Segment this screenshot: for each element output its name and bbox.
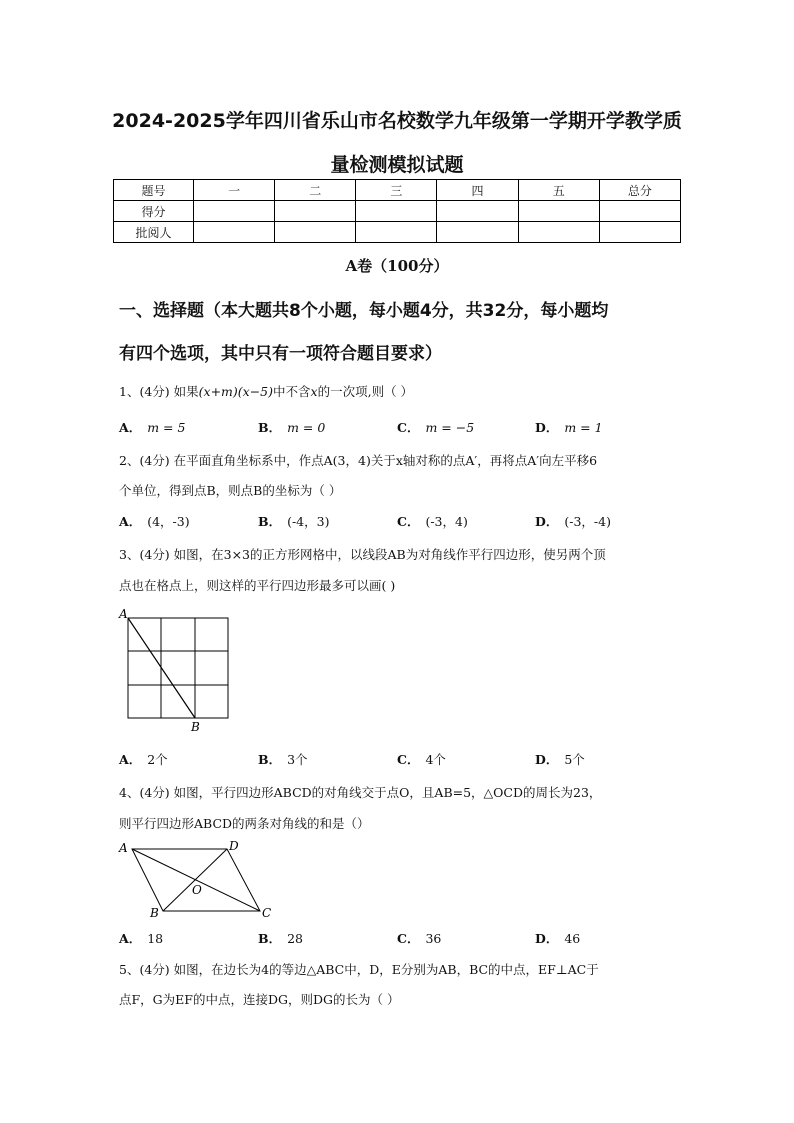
- option-label: D．: [535, 931, 559, 946]
- question-4-line2: 则平行四边形ABCD的两条对角线的和是（）: [119, 816, 370, 831]
- option-label: A．: [119, 931, 142, 946]
- section-a-heading: A卷（100分）: [345, 257, 449, 275]
- point-a-label: A: [119, 841, 128, 855]
- option-label: C．: [397, 420, 420, 435]
- grid-border: [128, 618, 228, 718]
- score-header-cell: 五: [518, 180, 599, 201]
- option-text: (4，-3): [147, 514, 190, 529]
- score-cell: [518, 222, 599, 243]
- exam-title-line2: 量检测模拟试题: [330, 154, 464, 176]
- option-text: (-4，3): [287, 514, 330, 529]
- diagonal-ac: [132, 849, 260, 911]
- score-header-cell: 一: [194, 180, 275, 201]
- question-4-option-d: [535, 929, 580, 947]
- score-table-row: [114, 201, 681, 222]
- score-cell: [275, 201, 356, 222]
- option-text: m = −5: [425, 420, 475, 435]
- option-text: 3个: [287, 752, 308, 767]
- option-text: 36: [425, 931, 442, 946]
- question-2-line1: 2、(4分) 在平面直角坐标系中，作点A(3，4)关于x轴对称的点A′，再将点A′向左平移6: [119, 453, 598, 468]
- score-header-cell: 三: [356, 180, 437, 201]
- diagonal-bd: [163, 849, 227, 911]
- question-4-line1: 4、(4分) 如图，平行四边形ABCD的对角线交于点O，且AB=5，△OCD的周长为23，: [119, 785, 602, 800]
- part1-heading-line2: 有四个选项，其中只有一项符合题目要求）: [119, 344, 442, 364]
- option-text: (-3，-4): [564, 514, 611, 529]
- score-table-header-row: [114, 180, 681, 201]
- option-label: C．: [397, 752, 420, 767]
- option-text: m = 5: [147, 420, 186, 435]
- score-cell: [599, 222, 680, 243]
- question-2-option-a: [119, 512, 190, 530]
- point-c-label: C: [262, 906, 272, 920]
- option-text: 4个: [425, 752, 446, 767]
- question-3-line2: 点也在格点上，则这样的平行四边形最多可以画( ): [119, 578, 396, 593]
- question-1-option-c: [397, 418, 474, 436]
- option-text: 18: [147, 931, 164, 946]
- exam-title-line1: 2024-2025学年四川省乐山市名校数学九年级第一学期开学教学质: [112, 110, 682, 132]
- question-1-option-a: [119, 418, 185, 436]
- score-table: [113, 179, 681, 243]
- question-2-option-b: [258, 512, 329, 530]
- option-label: C．: [397, 931, 420, 946]
- question-3-line1: 3、(4分) 如图，在3×3的正方形网格中，以线段AB为对角线作平行四边形，使另两个顶: [119, 547, 606, 562]
- option-text: 5个: [564, 752, 585, 767]
- score-header-cell: 总分: [599, 180, 680, 201]
- question-3-option-a: [119, 750, 168, 768]
- option-text: m = 1: [564, 420, 603, 435]
- grid-figure: [115, 604, 240, 734]
- point-o-label: O: [192, 883, 202, 897]
- score-cell: [194, 222, 275, 243]
- point-d-label: D: [229, 839, 239, 853]
- parallelogram-figure: [115, 836, 280, 922]
- point-b-label: B: [150, 906, 159, 920]
- option-label: B．: [258, 514, 282, 529]
- score-cell: [437, 222, 518, 243]
- question-1-option-d: [535, 418, 603, 436]
- question-4-option-b: [258, 929, 303, 947]
- option-label: B．: [258, 752, 282, 767]
- score-row-label: 得分: [114, 201, 194, 222]
- option-label: B．: [258, 931, 282, 946]
- question-1-prefix: 1、(4分) 如果: [119, 384, 199, 399]
- option-label: A．: [119, 420, 142, 435]
- question-5-line2: 点F，G为EF的中点，连接DG，则DG的长为（ ）: [119, 992, 400, 1007]
- question-1-suffix: 的一次项,则（ ）: [317, 384, 414, 399]
- option-label: A．: [119, 514, 142, 529]
- score-cell: [356, 201, 437, 222]
- question-4-option-c: [397, 929, 441, 947]
- score-cell: [194, 201, 275, 222]
- score-header-cell: 题号: [114, 180, 194, 201]
- option-label: D．: [535, 420, 559, 435]
- option-label: D．: [535, 514, 559, 529]
- option-label: B．: [258, 420, 282, 435]
- score-table-row: [114, 222, 681, 243]
- question-1-mid: 中不含: [273, 384, 311, 399]
- score-cell: [599, 201, 680, 222]
- option-text: 2个: [147, 752, 168, 767]
- question-4-option-a: [119, 929, 163, 947]
- question-1-var: x: [310, 384, 318, 399]
- option-text: m = 0: [287, 420, 326, 435]
- score-header-cell: 二: [275, 180, 356, 201]
- option-text: 46: [564, 931, 581, 946]
- point-b-label: B: [191, 720, 200, 734]
- question-1-expr-a: (x+m): [198, 384, 238, 399]
- option-text: (-3，4): [425, 514, 468, 529]
- score-row-label: 批阅人: [114, 222, 194, 243]
- question-5-line1: 5、(4分) 如图，在边长为4的等边△ABC中，D，E分别为AB，BC的中点，EF⊥AC于: [119, 962, 599, 977]
- question-2-option-d: [535, 512, 611, 530]
- question-3-option-c: [397, 750, 446, 768]
- point-a-label: A: [119, 607, 128, 621]
- question-1-option-b: [258, 418, 325, 436]
- option-label: D．: [535, 752, 559, 767]
- question-2-option-c: [397, 512, 468, 530]
- option-text: 28: [287, 931, 303, 946]
- question-3-option-d: [535, 750, 585, 768]
- score-cell: [437, 201, 518, 222]
- score-cell: [518, 201, 599, 222]
- score-cell: [356, 222, 437, 243]
- option-label: C．: [397, 514, 420, 529]
- part1-heading-line1: 一、选择题（本大题共8个小题，每小题4分，共32分，每小题均: [119, 301, 609, 321]
- question-1-stem: [119, 382, 413, 400]
- option-label: A．: [119, 752, 142, 767]
- question-1-expr-b: (x−5): [237, 384, 274, 399]
- question-2-line2: 个单位，得到点B，则点B的坐标为（ ）: [119, 483, 342, 498]
- score-header-cell: 四: [437, 180, 518, 201]
- question-3-option-b: [258, 750, 308, 768]
- score-cell: [275, 222, 356, 243]
